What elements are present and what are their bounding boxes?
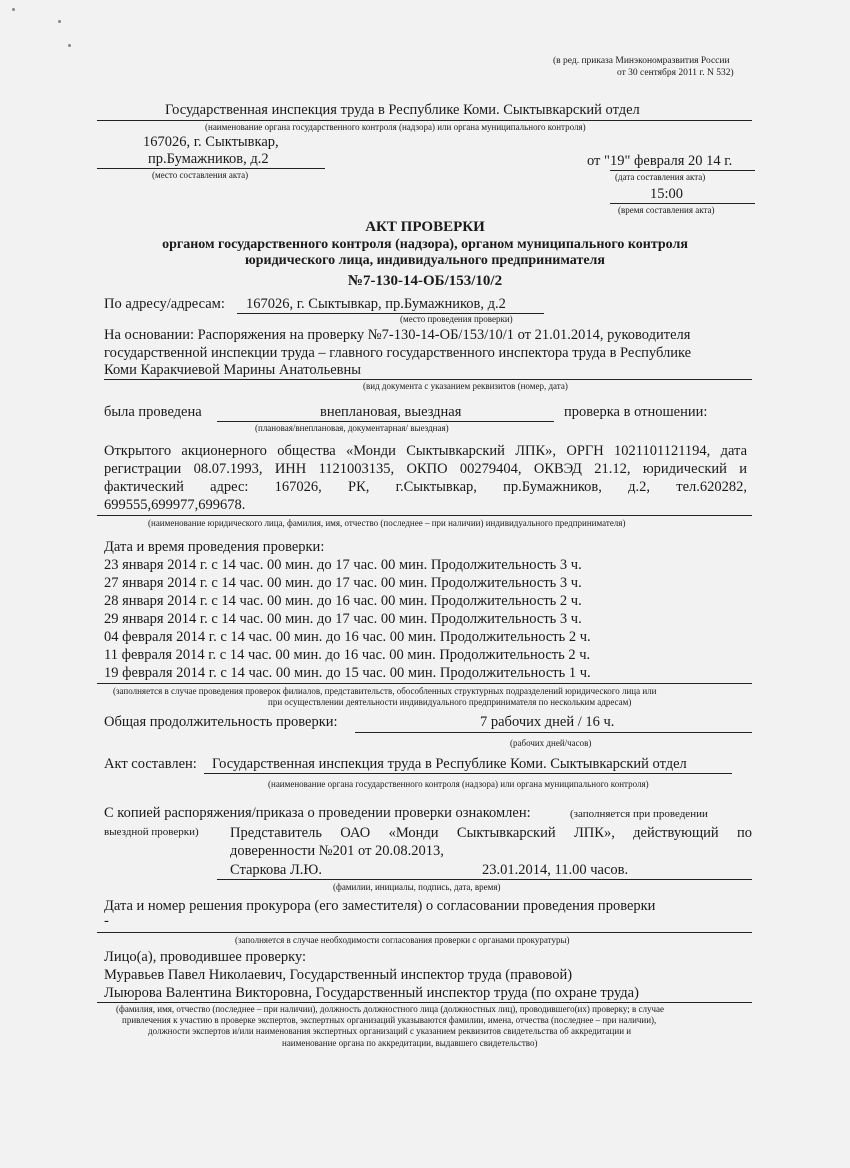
- basis-underline: [104, 379, 752, 380]
- schedule-row: 04 февраля 2014 г. с 14 час. 00 мин. до 16 час. 00 мин. Продолжительность 2 ч.: [104, 629, 591, 645]
- acquainted-name: Старкова Л.Ю.: [230, 862, 322, 878]
- schedule-caption-line2: при осуществлении деятельности индивидуального предпринимателя по нескольким адресам): [268, 697, 632, 707]
- duration-value: 7 рабочих дней / 16 ч.: [480, 714, 615, 730]
- acquainted-line2: Представитель ОАО «Монди Сыктывкарский ЛПК», действующий по: [230, 825, 752, 841]
- scan-speck: [68, 44, 71, 47]
- basis-line2: государственной инспекции труда – главного государственного инспектора труда в Республике: [104, 345, 692, 361]
- address-label: По адресу/адресам:: [104, 296, 225, 312]
- inspectors-caption-line4: наименование органа по аккредитации, выдавшего свидетельство): [282, 1038, 538, 1048]
- prosecutor-underline: [97, 932, 752, 933]
- duration-label: Общая продолжительность проверки:: [104, 714, 338, 730]
- act-date: от "19" февраля 20 14 г.: [587, 153, 733, 169]
- inspectors-caption-line1: (фамилия, имя, отчество (последнее – при наличии), должность должностного лица (должностных лиц), проводившего(их) проверку; в случае: [116, 1004, 665, 1014]
- compiled-caption: (наименование органа государственного контроля (надзора) или органа муниципального контроля): [268, 779, 649, 789]
- prosecutor-caption: (заполняется в случае необходимости согласования проверки с органами прокуратуры): [235, 935, 570, 945]
- duration-underline: [355, 732, 752, 733]
- acquainted-line1: С копией распоряжения/приказа о проведении проверки ознакомлен:: [104, 805, 531, 821]
- scan-speck: [58, 20, 61, 23]
- entity-underline: [97, 515, 752, 516]
- place-line1: 167026, г. Сыктывкар,: [143, 134, 279, 150]
- schedule-row: 11 февраля 2014 г. с 14 час. 00 мин. до 16 час. 00 мин. Продолжительность 2 ч.: [104, 647, 591, 663]
- compiled-label: Акт составлен:: [104, 756, 197, 772]
- duration-caption: (рабочих дней/часов): [510, 738, 592, 748]
- compiled-value: Государственная инспекция труда в Республике Коми. Сыктывкарский отдел: [212, 756, 687, 772]
- basis-caption: (вид документа с указанием реквизитов (номер, дата): [363, 381, 568, 391]
- address-caption: (место проведения проверки): [400, 314, 513, 324]
- basis-line3: Коми Каракчиевой Марины Анатольевны: [104, 362, 362, 378]
- place-caption: (место составления акта): [152, 170, 249, 180]
- authority-underline: [97, 120, 752, 121]
- schedule-row: 28 января 2014 г. с 14 час. 00 мин. до 16 час. 00 мин. Продолжительность 2 ч.: [104, 593, 582, 609]
- place-line2: пр.Бумажников, д.2: [148, 151, 269, 167]
- act-subtitle-line2: юридического лица, индивидуального предпринимателя: [245, 253, 605, 268]
- conducted-value: внеплановая, выездная: [320, 404, 462, 420]
- inspectors-label: Лицо(а), проводившее проверку:: [104, 949, 307, 965]
- schedule-row: 29 января 2014 г. с 14 час. 00 мин. до 17 час. 00 мин. Продолжительность 3 ч.: [104, 611, 582, 627]
- schedule-label: Дата и время проведения проверки:: [104, 539, 325, 555]
- inspectors-caption-line2: привлечения к участию в проверке экспертов, экспертных организаций указываются фамилии, имена, отчества (последнее – при наличии),: [122, 1015, 657, 1025]
- acquainted-underline: [217, 879, 752, 880]
- date-caption: (дата составления акта): [615, 172, 706, 182]
- inspectors-caption-line3: должности экспертов и/или наименования экспертных организаций с указанием реквизитов свидетельства об аккредитации и: [148, 1026, 632, 1036]
- compiled-underline: [204, 773, 732, 774]
- schedule-row: 27 января 2014 г. с 14 час. 00 мин. до 17 час. 00 мин. Продолжительность 3 ч.: [104, 575, 582, 591]
- acquainted-line3: доверенности №201 от 20.08.2013,: [230, 843, 444, 859]
- address-value: 167026, г. Сыктывкар, пр.Бумажников, д.2: [246, 296, 506, 312]
- authority-name: Государственная инспекция труда в Республике Коми. Сыктывкарский отдел: [165, 102, 640, 118]
- schedule-row: 23 января 2014 г. с 14 час. 00 мин. до 17 час. 00 мин. Продолжительность 3 ч.: [104, 557, 582, 573]
- entity-line1: Открытого акционерного общества «Монди Сыктывкарский ЛПК», ОРГН 1021101121194, дата: [104, 443, 747, 459]
- prosecutor-value: -: [104, 913, 109, 929]
- entity-line4: 699555,699977,699678.: [104, 497, 246, 513]
- conducted-underline: [217, 421, 554, 422]
- conducted-caption: (плановая/внеплановая, документарная/ выездная): [255, 423, 449, 433]
- prosecutor-label: Дата и номер решения прокурора (его заместителя) о согласовании проведения проверки: [104, 898, 656, 914]
- conducted-tail: проверка в отношении:: [564, 404, 708, 420]
- edition-note-line1: (в ред. приказа Минэкономразвития России: [553, 56, 730, 66]
- authority-caption: (наименование органа государственного контроля (надзора) или органа муниципального контроля): [205, 122, 586, 132]
- inspector-line1: Муравьев Павел Николаевич, Государственный инспектор труда (правовой): [104, 967, 573, 983]
- schedule-underline: [97, 683, 752, 684]
- acquainted-note2: выездной проверки): [104, 826, 199, 838]
- time-underline: [610, 203, 755, 204]
- basis-line1: На основании: Распоряжения на проверку №7-130-14-ОБ/153/10/1 от 21.01.2014, руководителя: [104, 327, 691, 343]
- scan-speck: [12, 8, 15, 11]
- conducted-label: была проведена: [104, 404, 202, 420]
- schedule-caption-line1: (заполняется в случае проведения проверок филиалов, представительств, обособленных структурных подразделений юридического лица или: [113, 686, 657, 696]
- schedule-row: 19 февраля 2014 г. с 14 час. 00 мин. до 15 час. 00 мин. Продолжительность 1 ч.: [104, 665, 591, 681]
- time-caption: (время составления акта): [618, 205, 715, 215]
- inspector-line2: Лыюрова Валентина Викторовна, Государственный инспектор труда (по охране труда): [104, 985, 639, 1001]
- entity-caption: (наименование юридического лица, фамилия, имя, отчество (последнее – при наличии) индивидуального предпринимателя): [148, 518, 626, 528]
- entity-line2: регистрации 08.07.1993, ИНН 1121003135, ОКПО 00279404, ОКВЭД 21.12, юридический и: [104, 461, 747, 477]
- acquainted-date: 23.01.2014, 11.00 часов.: [482, 862, 629, 878]
- act-subtitle-line1: органом государственного контроля (надзора), органом муниципального контроля: [162, 237, 688, 252]
- edition-note-line2: от 30 сентября 2011 г. N 532): [617, 68, 734, 78]
- date-underline: [610, 170, 755, 171]
- act-time: 15:00: [650, 186, 684, 202]
- acquainted-note1: (заполняется при проведении: [570, 808, 708, 820]
- entity-line3: фактический адрес: 167026, РК, г.Сыктывкар, пр.Бумажников, д.2, тел.620282,: [104, 479, 747, 495]
- inspectors-underline: [97, 1002, 752, 1003]
- place-underline: [97, 168, 325, 169]
- acquainted-caption: (фамилии, инициалы, подпись, дата, время): [333, 882, 501, 892]
- act-number: №7-130-14-ОБ/153/10/2: [347, 273, 503, 289]
- act-title: АКТ ПРОВЕРКИ: [365, 219, 485, 235]
